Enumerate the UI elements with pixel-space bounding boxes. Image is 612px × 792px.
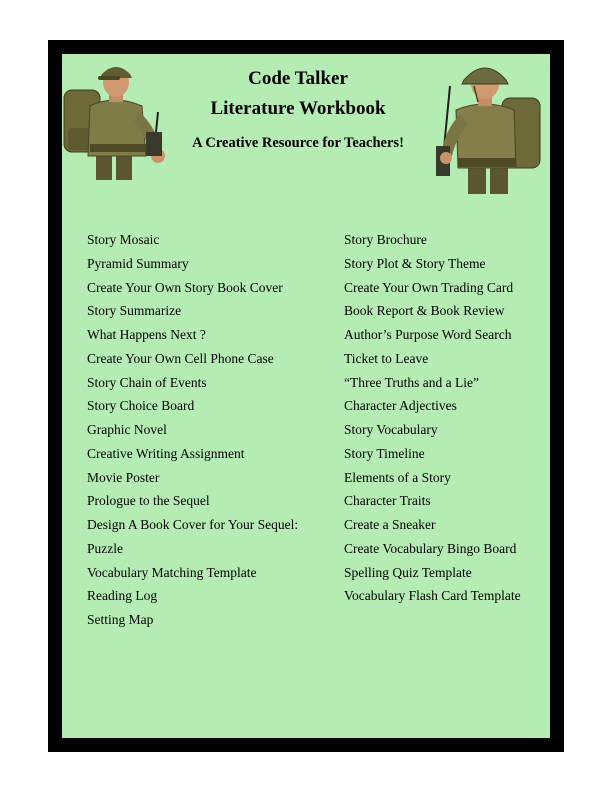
list-item: Create a Sneaker bbox=[344, 517, 436, 532]
list-item: Character Traits bbox=[344, 493, 431, 509]
list-item: Story Chain of Events bbox=[87, 374, 207, 390]
list-item: Create Your Own Cell Phone Case bbox=[87, 350, 274, 366]
list-item: Create Your Own Story Book Cover bbox=[87, 279, 283, 295]
list-item: Author’s Purpose Word Search bbox=[344, 327, 512, 342]
list-item: Puzzle bbox=[87, 540, 123, 556]
list-item: Prologue to the Sequel bbox=[87, 493, 210, 509]
list-item: Reading Log bbox=[87, 588, 158, 604]
soldier-right-illustration bbox=[430, 58, 548, 194]
list-item: Create Your Own Trading Card bbox=[344, 279, 514, 295]
list-item: Story Brochure bbox=[344, 232, 427, 247]
list-item: What Happens Next ? bbox=[87, 327, 206, 342]
list-item: Story Choice Board bbox=[87, 398, 195, 414]
list-item: Character Adjectives bbox=[344, 398, 457, 414]
list-item: Ticket to Leave bbox=[344, 350, 429, 366]
list-item: Book Report & Book Review bbox=[344, 303, 505, 319]
list-item: Vocabulary Flash Card Template bbox=[344, 588, 521, 604]
list-item: Create Vocabulary Bingo Board bbox=[344, 540, 517, 556]
list-item: Graphic Novel bbox=[87, 422, 167, 437]
list-item: Design A Book Cover for Your Sequel: bbox=[87, 517, 299, 532]
list-item: Story Vocabulary bbox=[344, 422, 438, 437]
list-item: Elements of a Story bbox=[344, 469, 451, 485]
list-item: Creative Writing Assignment bbox=[87, 445, 245, 461]
list-item: Vocabulary Matching Template bbox=[87, 564, 257, 580]
list-item: Story Timeline bbox=[344, 445, 425, 461]
workbook-title-line-1: Code Talker bbox=[248, 68, 348, 89]
activity-list-left bbox=[87, 230, 298, 634]
list-item: Movie Poster bbox=[87, 469, 160, 485]
workbook-subtitle: A Creative Resource for Teachers! bbox=[192, 135, 404, 151]
list-item: “Three Truths and a Lie” bbox=[344, 374, 479, 390]
list-item: Story Plot & Story Theme bbox=[344, 255, 486, 271]
list-item: Spelling Quiz Template bbox=[344, 564, 472, 580]
list-item: Setting Map bbox=[87, 612, 154, 627]
list-item: Pyramid Summary bbox=[87, 255, 189, 271]
list-item: Story Mosaic bbox=[87, 232, 160, 247]
activity-list-right bbox=[344, 230, 521, 610]
list-item: Story Summarize bbox=[87, 303, 182, 319]
workbook-title-line-2: Literature Workbook bbox=[210, 98, 386, 119]
